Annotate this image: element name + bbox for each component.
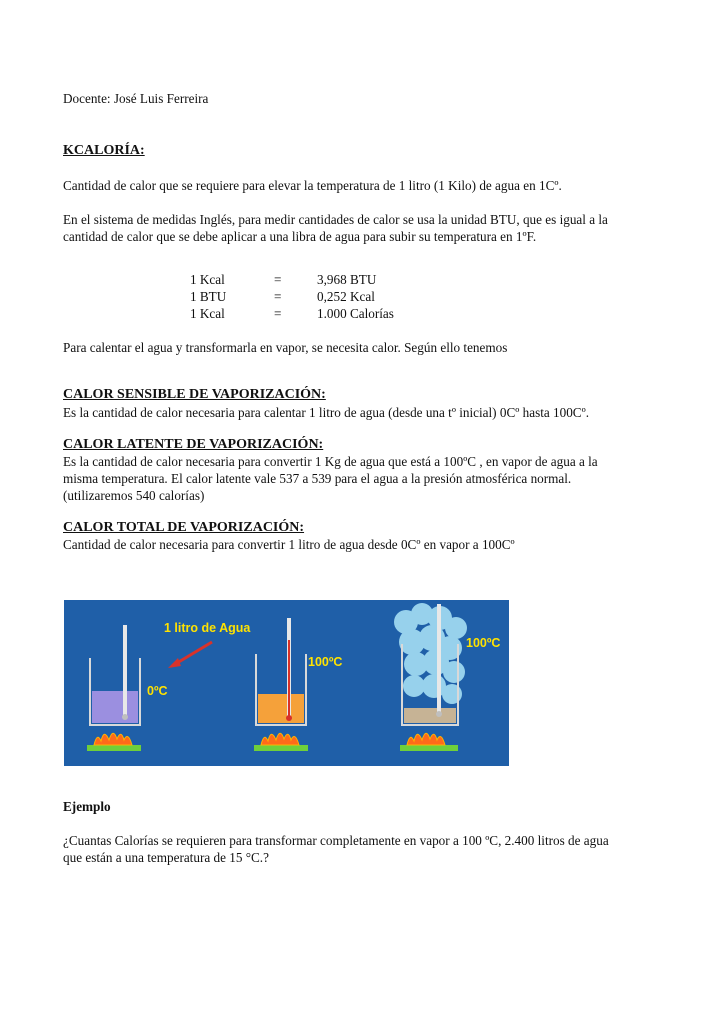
ejemplo-heading: Ejemplo xyxy=(63,799,111,814)
sensible-heading: CALOR SENSIBLE DE VAPORIZACIÓN: xyxy=(63,387,326,402)
kcaloria-heading: KCALORÍA: xyxy=(63,143,145,158)
vaporization-svg xyxy=(64,600,509,766)
conversion-left: 1 BTU xyxy=(190,289,227,304)
btu-text-line2: cantidad de calor que se debe aplicar a una libra de agua para subir su temperatura en 1ºF. xyxy=(63,229,537,244)
kcaloria-definition: Cantidad de calor que se requiere para elevar la temperatura de 1 litro (1 Kilo) de agua en 1Cº. xyxy=(63,178,562,193)
conversion-equals: = xyxy=(274,272,282,287)
latente-heading: CALOR LATENTE DE VAPORIZACIÓN: xyxy=(63,437,324,452)
label-1-litro: 1 litro de Agua xyxy=(164,621,251,635)
vaporization-illustration xyxy=(64,600,509,766)
conversion-right: 3,968 BTU xyxy=(317,272,377,287)
btu-text-line1: En el sistema de medidas Inglés, para medir cantidades de calor se usa la unidad BTU, que es igual a la xyxy=(63,212,608,227)
conversion-right: 0,252 Kcal xyxy=(317,289,375,304)
ejemplo-question-line2: que están a una temperatura de 15 °C.? xyxy=(63,850,269,865)
label-0c: 0ºC xyxy=(147,684,168,698)
conversion-equals: = xyxy=(274,306,282,321)
conversion-left: 1 Kcal xyxy=(190,306,225,321)
intro-vapor-text: Para calentar el agua y transformarla en vapor, se necesita calor. Según ello tenemos xyxy=(63,340,508,355)
conversion-left: 1 Kcal xyxy=(190,272,225,287)
total-heading: CALOR TOTAL DE VAPORIZACIÓN: xyxy=(63,520,305,535)
latente-text-line3: (utilizaremos 540 calorías) xyxy=(63,488,205,503)
label-100c-beaker2: 100ºC xyxy=(308,655,343,669)
total-text: Cantidad de calor necesaria para convertir 1 litro de agua desde 0Cº en vapor a 100Cº xyxy=(63,537,515,552)
sensible-text: Es la cantidad de calor necesaria para calentar 1 litro de agua (desde una tº inicial) 0Cº hasta 100Cº. xyxy=(63,405,589,420)
label-100c-beaker3: 100ºC xyxy=(466,636,501,650)
latente-text-line1: Es la cantidad de calor necesaria para convertir 1 Kg de agua que está a 100ºC , en vapor de agua a la xyxy=(63,454,598,469)
conversion-right: 1.000 Calorías xyxy=(317,306,394,321)
ejemplo-question-line1: ¿Cuantas Calorías se requieren para transformar completamente en vapor a 100 ºC, 2.400 litros de agua xyxy=(63,833,609,848)
conversion-equals: = xyxy=(274,289,282,304)
latente-text-line2: misma temperatura. El calor latente vale 537 a 539 para el agua a la presión atmosférica normal. xyxy=(63,471,572,486)
docente-line: Docente: José Luis Ferreira xyxy=(63,91,209,106)
